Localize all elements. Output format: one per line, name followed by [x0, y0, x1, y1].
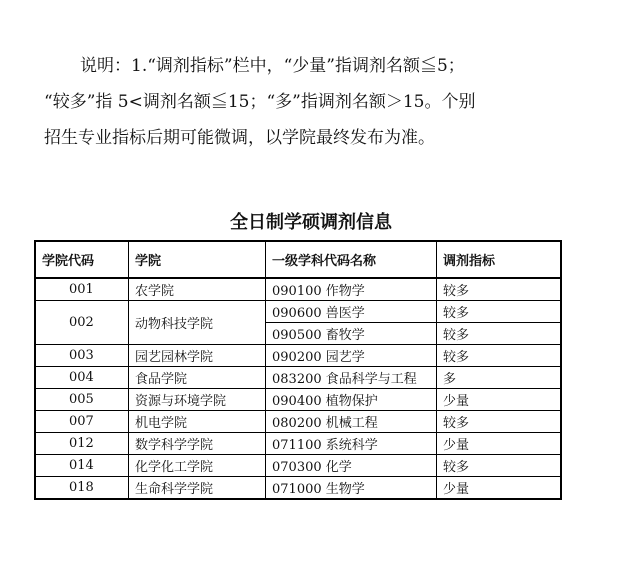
cell-subject: 080200 机械工程	[266, 411, 437, 433]
cell-college: 化学化工学院	[129, 455, 266, 477]
cell-college: 园艺园林学院	[129, 345, 266, 367]
table-row	[35, 345, 561, 367]
cell-quota: 少量	[437, 433, 562, 455]
cell-subject: 090100 作物学	[266, 278, 437, 301]
cell-code: 014	[35, 455, 129, 477]
cell-quota: 较多	[437, 411, 562, 433]
cell-quota: 较多	[437, 455, 562, 477]
cell-subject: 083200 食品科学与工程	[266, 367, 437, 389]
cell-quota: 少量	[437, 477, 562, 500]
table-row	[35, 367, 561, 389]
cell-code: 018	[35, 477, 129, 500]
cell-quota: 少量	[437, 389, 562, 411]
cell-college: 数学科学学院	[129, 433, 266, 455]
table-row	[35, 301, 561, 323]
cell-quota: 较多	[437, 345, 562, 367]
cell-code: 003	[35, 345, 129, 367]
header-subject: 一级学科代码名称	[266, 241, 437, 278]
cell-subject: 071000 生物学	[266, 477, 437, 500]
cell-college: 动物科技学院	[129, 301, 266, 345]
table-header-row	[35, 241, 561, 278]
cell-code: 002	[35, 301, 129, 345]
table-row	[35, 433, 561, 455]
cell-quota: 较多	[437, 278, 562, 301]
explanation-note	[44, 48, 584, 156]
cell-quota: 多	[437, 367, 562, 389]
cell-quota: 较多	[437, 301, 562, 323]
cell-code: 012	[35, 433, 129, 455]
table-row	[35, 411, 561, 433]
transfer-info-table	[34, 240, 562, 500]
cell-college: 机电学院	[129, 411, 266, 433]
cell-code: 007	[35, 411, 129, 433]
cell-code: 005	[35, 389, 129, 411]
cell-subject: 090200 园艺学	[266, 345, 437, 367]
header-college: 学院	[129, 241, 266, 278]
table-row	[35, 477, 561, 500]
header-quota: 调剂指标	[437, 241, 562, 278]
cell-college: 资源与环境学院	[129, 389, 266, 411]
cell-code: 001	[35, 278, 129, 301]
cell-subject: 071100 系统科学	[266, 433, 437, 455]
cell-quota: 较多	[437, 323, 562, 345]
cell-subject: 090600 兽医学	[266, 301, 437, 323]
table-title: 全日制学硕调剂信息	[230, 212, 392, 233]
note-line-3: 招生专业指标后期可能微调，以学院最终发布为准。	[44, 128, 435, 148]
table-row	[35, 278, 561, 301]
table-row	[35, 455, 561, 477]
cell-code: 004	[35, 367, 129, 389]
cell-subject: 090500 畜牧学	[266, 323, 437, 345]
cell-college: 生命科学学院	[129, 477, 266, 500]
note-line-2: “较多”指 5<调剂名额≦15；“多”指调剂名额＞15。个别	[44, 92, 476, 112]
cell-college: 食品学院	[129, 367, 266, 389]
header-college-code: 学院代码	[35, 241, 129, 278]
cell-college: 农学院	[129, 278, 266, 301]
cell-subject: 070300 化学	[266, 455, 437, 477]
cell-subject: 090400 植物保护	[266, 389, 437, 411]
note-line-1: 说明：1.“调剂指标”栏中，“少量”指调剂名额≦5；	[80, 56, 465, 76]
table-row	[35, 389, 561, 411]
